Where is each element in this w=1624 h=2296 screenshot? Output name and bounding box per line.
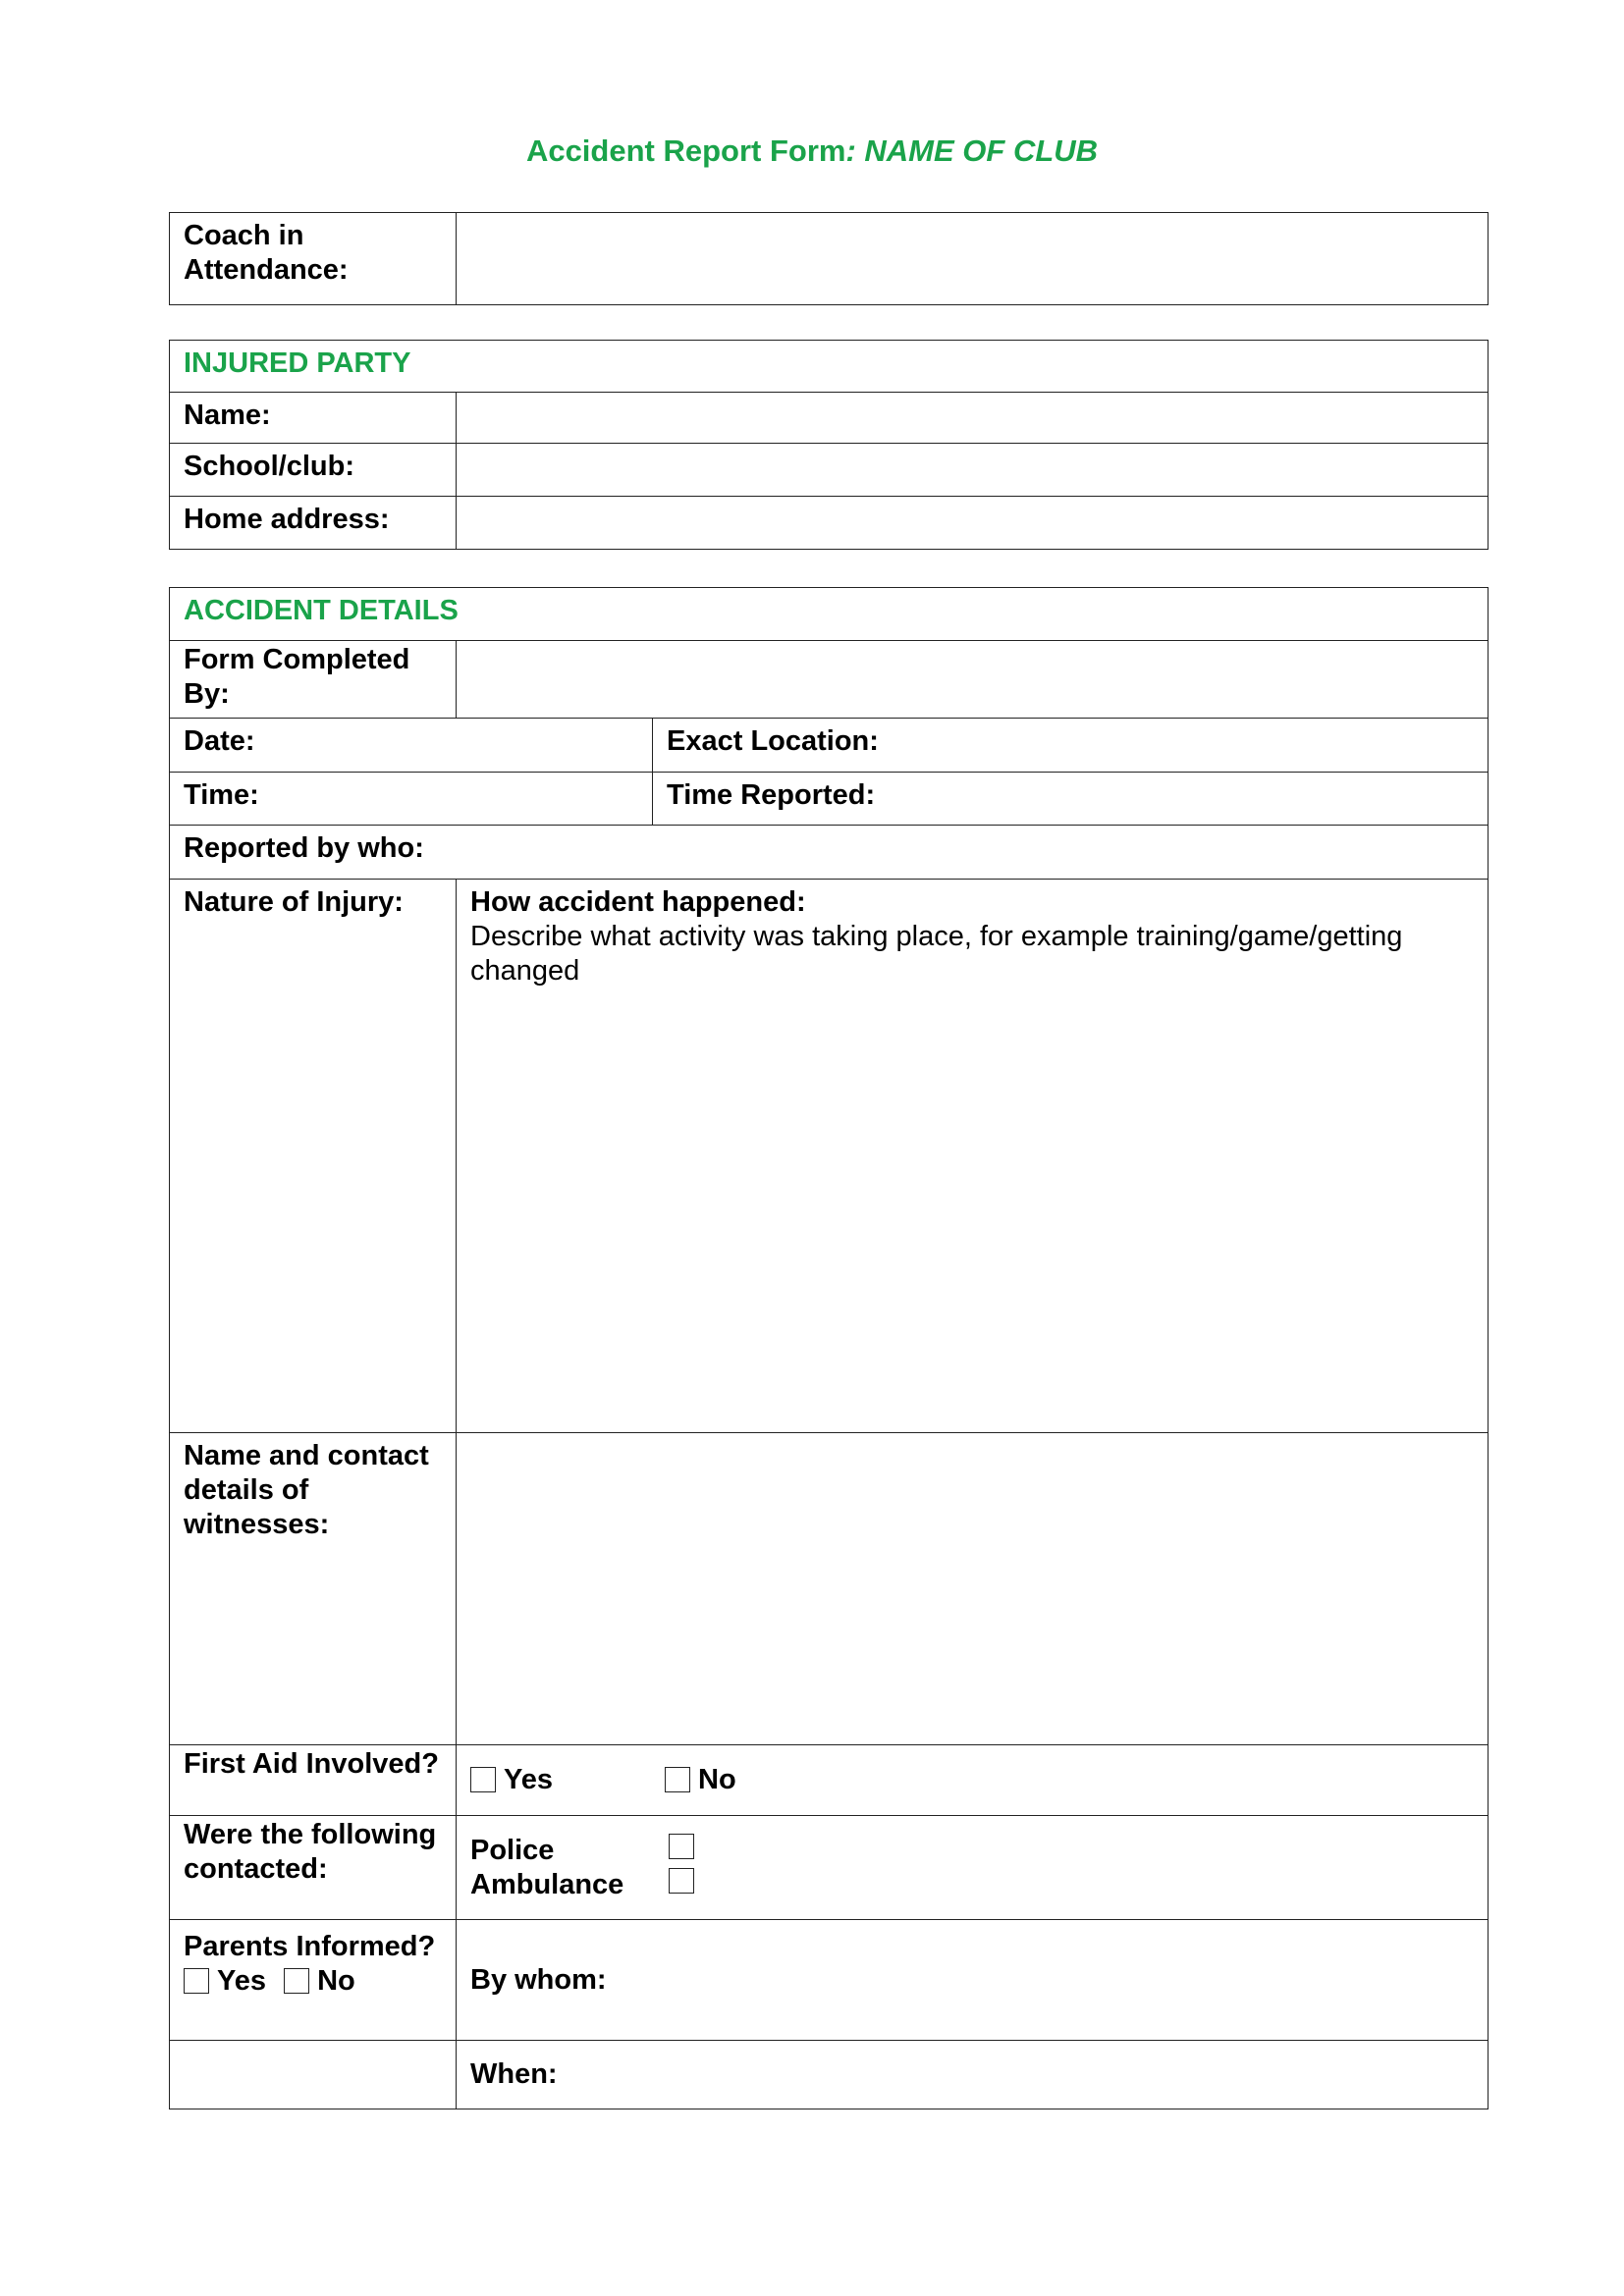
coach-label: Coach in Attendance: [170,213,457,305]
location-field[interactable] [653,719,1489,773]
first-aid-yes-label: Yes [504,1764,553,1795]
parents-informed-cell [170,1920,457,2041]
parents-no-checkbox[interactable] [284,1968,309,1994]
parents-yes-label: Yes [217,1965,266,1997]
form-title [0,133,1624,169]
accident-details-heading: ACCIDENT DETAILS [170,588,1489,641]
injured-party-heading: INJURED PARTY [170,341,1489,393]
when-field[interactable] [457,2041,1489,2109]
parents-no-option[interactable] [284,1965,355,1997]
contacted-options [457,1816,1489,1920]
witnesses-field[interactable] [457,1433,1489,1745]
name-field[interactable] [457,393,1489,444]
first-aid-label: First Aid Involved? [170,1745,457,1816]
police-checkbox[interactable] [669,1834,694,1859]
reported-by-field[interactable] [170,826,1489,880]
by-whom-label: By whom: [470,1963,607,1996]
nature-of-injury-field[interactable] [170,880,457,1433]
first-aid-options [457,1745,1489,1816]
first-aid-no-checkbox[interactable] [665,1767,690,1792]
first-aid-no-option[interactable] [665,1764,736,1795]
first-aid-yes-option[interactable] [470,1763,665,1797]
accident-details-table [169,587,1489,2109]
parents-yes-checkbox[interactable] [184,1968,209,1994]
school-field[interactable] [457,444,1489,497]
coach-field[interactable] [457,213,1489,305]
witnesses-label: Name and contact details of witnesses: [170,1433,457,1745]
parents-no-label: No [317,1965,355,1997]
injured-party-table [169,340,1489,550]
how-accident-hint: Describe what activity was taking place, for example training/game/getting changed [470,921,1403,987]
date-label: Date: [184,725,255,757]
nature-of-injury-label: Nature of Injury: [184,886,404,918]
by-whom-field[interactable] [457,1920,1489,2041]
parents-yes-option[interactable] [184,1965,266,1997]
address-field[interactable] [457,497,1489,550]
form-title-prefix: Accident Report Form [525,133,846,168]
ambulance-checkbox[interactable] [669,1868,694,1894]
address-label: Home address: [170,497,457,550]
police-label: Police [470,1834,555,1866]
form-completed-label: Form Completed By: [170,641,457,719]
time-field[interactable] [170,773,653,826]
location-label: Exact Location: [667,725,879,757]
parents-informed-label: Parents Informed? [184,1931,436,1962]
club-name: : NAME OF CLUB [845,133,1099,168]
name-label: Name: [170,393,457,444]
date-field[interactable] [170,719,653,773]
first-aid-no-label: No [698,1764,736,1795]
time-label: Time: [184,779,259,811]
form-completed-field[interactable] [457,641,1489,719]
how-accident-label: How accident happened: [470,886,806,918]
contacted-label: Were the following contacted: [170,1816,457,1920]
when-label: When: [470,2058,558,2090]
first-aid-yes-checkbox[interactable] [470,1767,496,1792]
reported-by-label: Reported by who: [184,832,424,864]
when-blank-cell [170,2041,457,2109]
how-accident-field[interactable] [457,880,1489,1433]
coach-table [169,212,1489,305]
time-reported-label: Time Reported: [667,779,876,811]
time-reported-field[interactable] [653,773,1489,826]
ambulance-label: Ambulance [470,1868,624,1900]
school-label: School/club: [170,444,457,497]
